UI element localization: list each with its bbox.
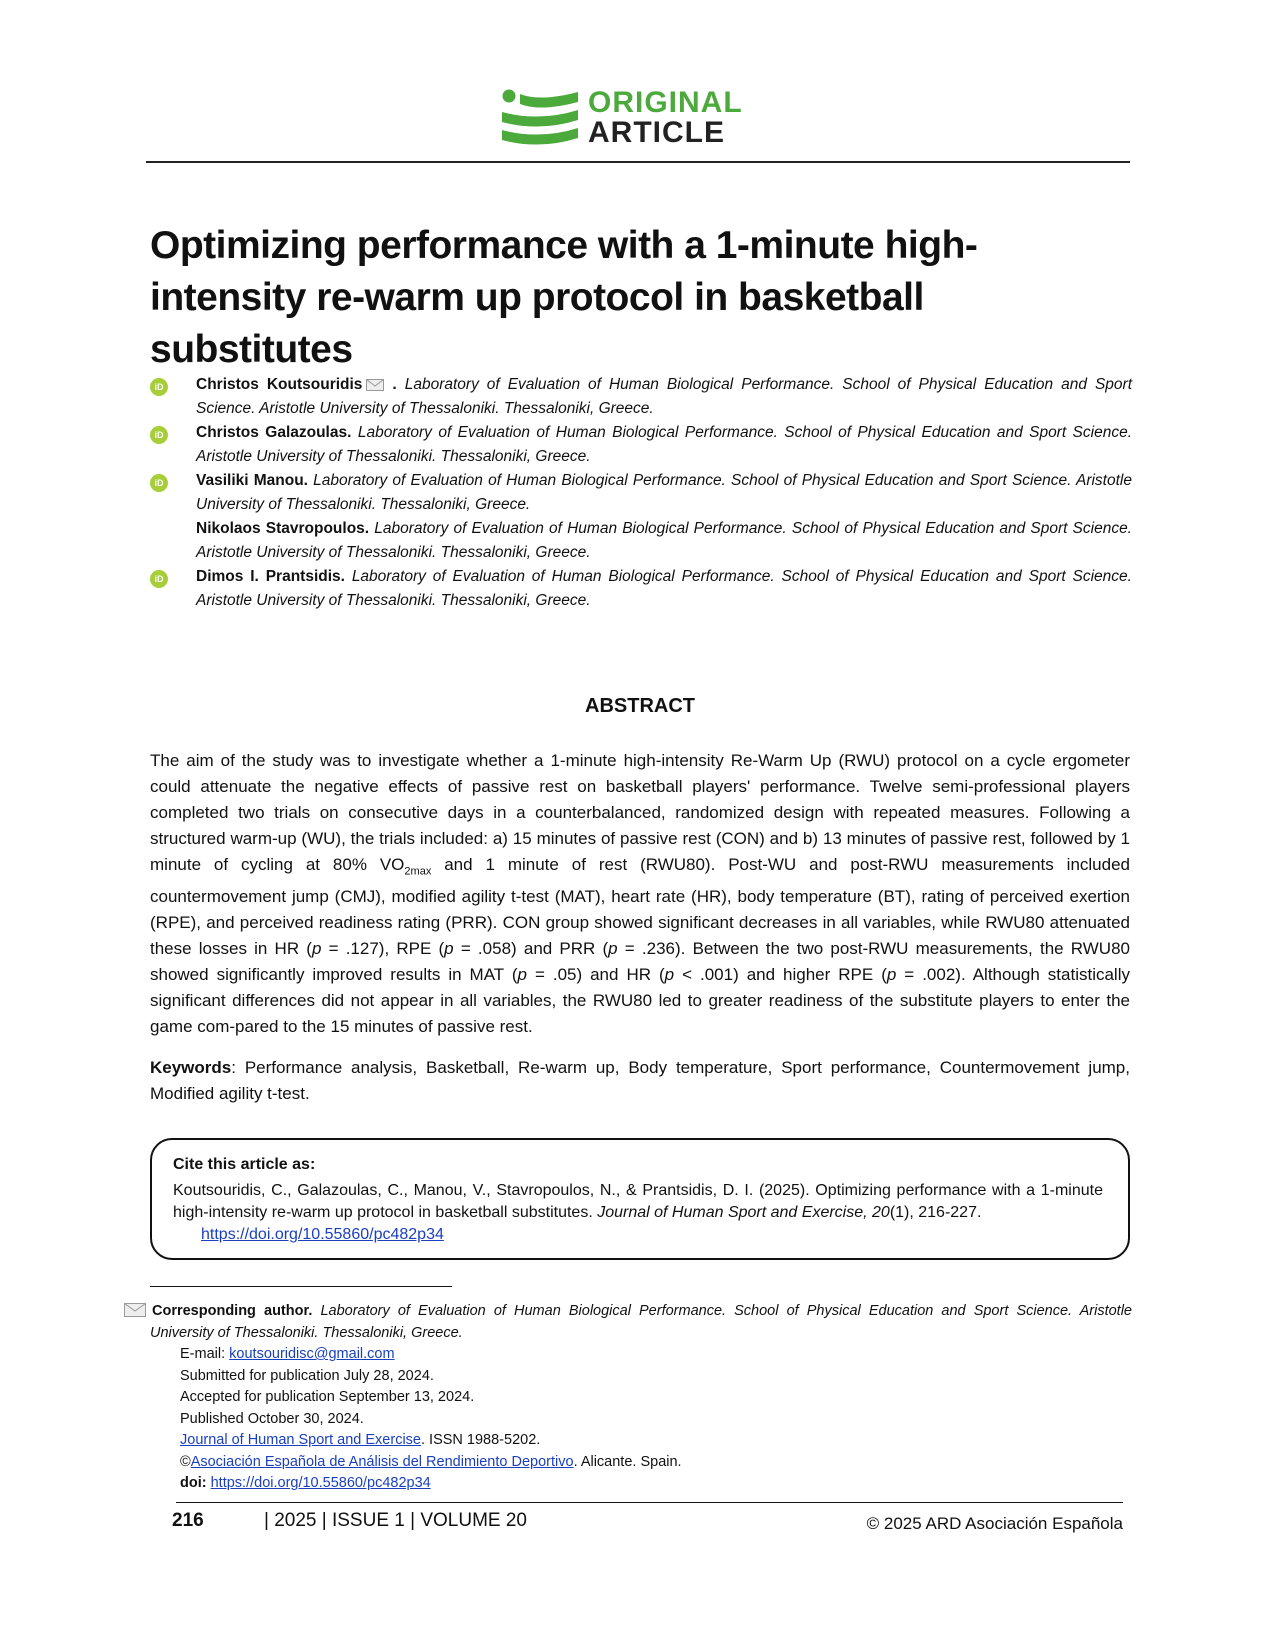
issue-info: | 2025 | ISSUE 1 | VOLUME 20: [264, 1510, 527, 1531]
corresponding-author-note: [150, 1300, 1132, 1344]
envelope-icon: [124, 1303, 146, 1317]
author-entry: [150, 565, 1132, 613]
p-symbol: p: [311, 939, 322, 959]
doi-link[interactable]: https://doi.org/10.55860/pc482p34: [210, 1475, 431, 1491]
email-label: E-mail:: [180, 1346, 230, 1362]
corresponding-label: Corresponding author.: [152, 1303, 313, 1319]
keywords-label: Keywords: [150, 1058, 232, 1077]
green-stripes-logo-icon: [500, 88, 580, 148]
abstract-text: The aim of the study was to investigate whether a 1-minute high-intensity Re-Warm Up (RWU) protocol on a cycle ergometer could attenuate the negative effects of passive rest on basketball players' performance. Twelve semi-professional players completed two trials on consecutive days in a counterbalanced, randomized design with repeated measures. Following a structured warm-up (WU), the trials included: a) 15 minutes of passive rest (CON) and b) 13 minutes of passive rest, followed by 1 minute of cycling at 80% VO: [150, 751, 1130, 874]
abstract-text: = .05) and HR (: [526, 965, 665, 985]
abstract-heading: ABSTRACT: [585, 695, 695, 717]
publisher-link[interactable]: Asociación Española de Análisis del Rendimiento Deportivo: [190, 1453, 574, 1470]
corresponding-affiliation: Laboratory of Evaluation of Human Biological Performance. School of Physical Education and Sport Science. Aristotle University of Thessaloniki. Thessaloniki, Greece.: [150, 1303, 1132, 1341]
p-symbol: p: [608, 939, 618, 959]
footnote-rule: [150, 1286, 452, 1287]
author-affiliation: Laboratory of Evaluation of Human Biological Performance. School of Physical Education and Sport Science. Aristotle University of Thessaloniki. Thessaloniki, Greece.: [196, 472, 1132, 513]
p-symbol: p: [444, 939, 454, 959]
keywords-text: : Performance analysis, Basketball, Re-warm up, Body temperature, Sport performance, Countermovement jump, Modified agility t-test.: [150, 1058, 1130, 1103]
abstract-text: and 1 minute of rest (RWU80). Post-WU and post-RWU measurements included countermovement jump (CMJ), modified agility t-test (MAT), heart rate (HR), body temperature (BT), rating of perceived exertion (RPE), and perceived readiness rating (PRR). CON group showed significant decreases in all variables, while RWU80 attenuated these losses in HR (: [150, 855, 1131, 959]
vo2max-subscript: 2max: [404, 865, 432, 878]
original-article-logo: [500, 86, 790, 148]
abstract-text: = .127), RPE (: [321, 939, 445, 959]
citation-reference: Koutsouridis, C., Galazoulas, C., Manou, V., Stavropoulos, N., & Prantsidis, D. I. (2025). Optimizing performance with a 1-minute high-intensity re-warm up protocol in basketball substitutes.: [173, 1182, 1103, 1221]
journal-line: [180, 1430, 1080, 1452]
submitted-date: Submitted for publication July 28, 2024.: [180, 1367, 434, 1384]
logo-word-article: ARTICLE: [588, 116, 725, 149]
citation-label: Cite this article as:: [173, 1156, 316, 1173]
author-affiliation: Laboratory of Evaluation of Human Biological Performance. School of Physical Education and Sport Science. Aristotle University of Thessaloniki. Thessaloniki, Greece.: [196, 376, 1133, 417]
copyright-symbol: ©: [180, 1453, 191, 1470]
author-entry: [150, 469, 1132, 517]
paper-title: Optimizing performance with a 1-minute high-intensity re-warm up protocol in basketball substitutes: [150, 224, 978, 371]
author-name: Vasiliki Manou.: [196, 472, 308, 489]
orcid-icon[interactable]: iD: [150, 474, 168, 492]
footer-copyright: © 2025 ARD Asociación Española: [866, 1514, 1123, 1533]
citation-text: [173, 1180, 1103, 1246]
author-name: Dimos I. Prantsidis.: [196, 568, 345, 585]
author-name: Christos Galazoulas.: [196, 424, 352, 441]
abstract-text: = .236). Between the two post-RWU measurements, the RWU80 showed significantly improved results in MAT (: [150, 939, 1130, 985]
abstract-text: < .001) and higher RPE (: [674, 965, 887, 985]
author-entry: [150, 517, 1132, 565]
envelope-icon[interactable]: [366, 379, 384, 391]
author-entry: iD Christos Koutsouridis . Laboratory of Evaluation of Human Biological Performance. School of Physical Education and Sport Science. Aristotle University of Thessaloniki. Thessaloniki, Greece.: [150, 373, 1132, 421]
header-rule: [146, 161, 1130, 163]
p-symbol: p: [517, 965, 527, 985]
citation-box: [150, 1138, 1130, 1260]
author-list: [150, 373, 1132, 613]
doi-line: [180, 1473, 1080, 1495]
doi-label: doi:: [180, 1475, 211, 1491]
published-date: Published October 30, 2024.: [180, 1410, 364, 1427]
accepted-date: Accepted for publication September 13, 2024.: [180, 1389, 475, 1405]
p-symbol: p: [886, 965, 897, 985]
p-symbol: p: [664, 965, 675, 985]
email-line: [180, 1344, 1080, 1366]
publisher-place: . Alicante. Spain.: [573, 1453, 682, 1470]
abstract-text: = .058) and PRR (: [453, 939, 609, 959]
author-name: Christos Koutsouridis: [196, 376, 363, 393]
keywords: [150, 1055, 1130, 1107]
publisher-line: [180, 1452, 1080, 1474]
orcid-icon[interactable]: iD: [150, 426, 168, 444]
email-link[interactable]: koutsouridisc@gmail.com: [229, 1346, 395, 1362]
publication-meta: [180, 1344, 1080, 1495]
citation-doi-link[interactable]: https://doi.org/10.55860/pc482p34: [201, 1226, 444, 1243]
author-affiliation: Laboratory of Evaluation of Human Biological Performance. School of Physical Education and Sport Science. Aristotle University of Thessaloniki. Thessaloniki, Greece.: [196, 520, 1132, 561]
citation-journal: Journal of Human Sport and Exercise, 20: [597, 1204, 890, 1221]
logo-word-original: ORIGINAL: [588, 86, 743, 119]
citation-pages: (1), 216-227.: [889, 1204, 982, 1221]
author-affiliation: Laboratory of Evaluation of Human Biological Performance. School of Physical Education and Sport Science. Aristotle University of Thessaloniki. Thessaloniki, Greece.: [196, 424, 1132, 465]
orcid-icon[interactable]: iD: [150, 570, 168, 588]
footer-rule: [176, 1502, 1123, 1503]
issn: . ISSN 1988-5202.: [421, 1432, 541, 1448]
author-name: Nikolaos Stavropoulos.: [196, 520, 370, 537]
orcid-icon[interactable]: iD: [150, 378, 168, 396]
abstract-body: [150, 748, 1130, 1040]
abstract-text: = .002). Although statistically significant differences did not appear in all variables, the RWU80 led to greater readiness of the substitute players to enter the game com-pared to the 15 minutes of passive rest.: [150, 965, 1130, 1037]
page-number: 216: [172, 1510, 204, 1531]
author-affiliation: Laboratory of Evaluation of Human Biological Performance. School of Physical Education and Sport Science. Aristotle University of Thessaloniki. Thessaloniki, Greece.: [196, 568, 1132, 609]
author-entry: [150, 421, 1132, 469]
journal-link[interactable]: Journal of Human Sport and Exercise: [180, 1432, 421, 1448]
